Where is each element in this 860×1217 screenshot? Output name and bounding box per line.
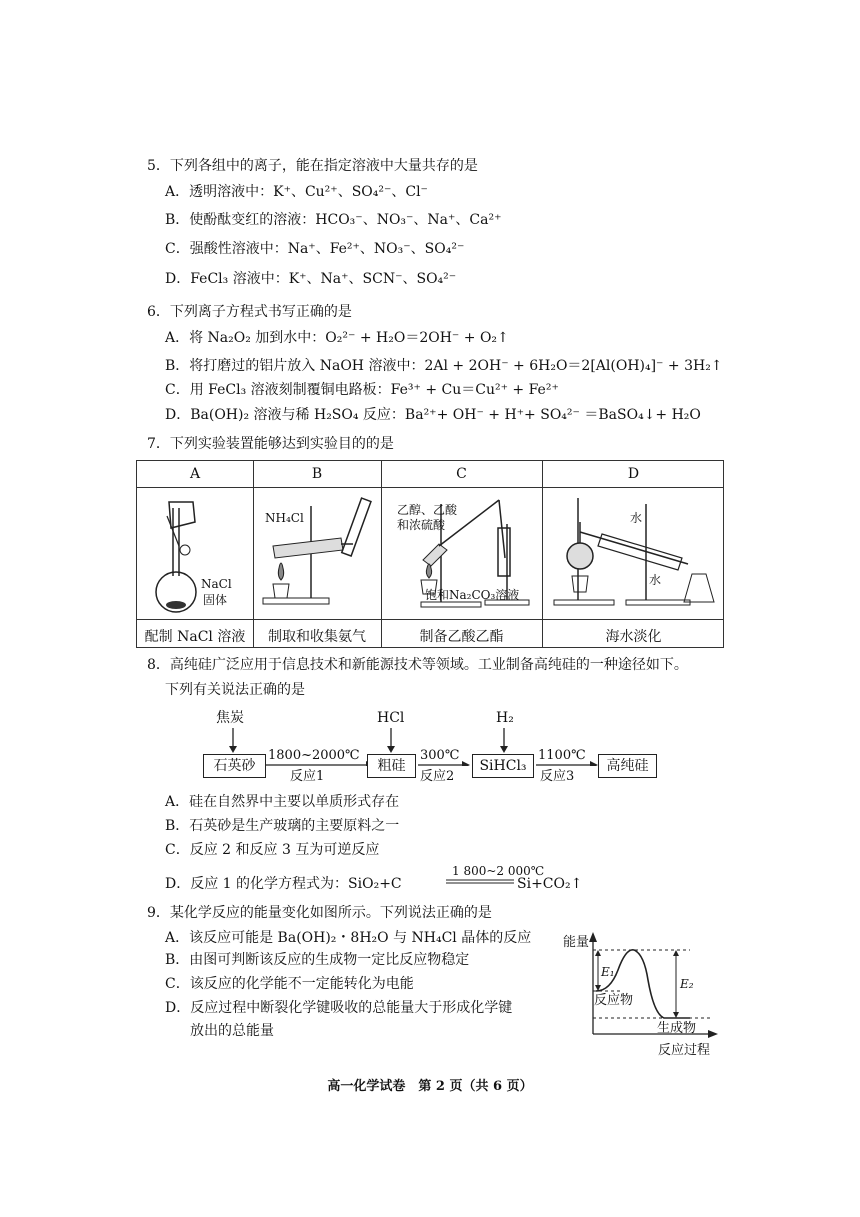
apparatus-a-label-solid: 固体 — [203, 593, 228, 607]
q7-header-d: D — [627, 466, 640, 482]
q6-stem: 6．下列离子方程式书写正确的是 — [147, 304, 352, 320]
q8-flow-reaction-2: 反应2 — [420, 769, 455, 784]
q9-option-d-line-2: 放出的总能量 — [190, 1023, 274, 1039]
q7-header-a: A — [189, 466, 201, 482]
q8-flow-box-pure-silicon: 高纯硅 — [598, 754, 657, 778]
apparatus-d-diagram — [542, 488, 725, 618]
apparatus-d-label-water-2: 水 — [649, 573, 662, 587]
apparatus-d-label-water-1: 水 — [630, 511, 643, 525]
q6-option-a: A．将 Na₂O₂ 加到水中：O₂²⁻ + H₂O＝2OH⁻ + O₂↑ — [165, 330, 509, 346]
q9-option-b: B．由图可判断该反应的生成物一定比反应物稳定 — [165, 952, 470, 968]
q8-flow-reaction-3: 反应3 — [540, 769, 575, 784]
q8-flow-box-crude-silicon: 粗硅 — [367, 754, 416, 778]
apparatus-a-label-nacl: NaCl — [201, 577, 232, 591]
q9-graph-x-axis-label: 反应过程 — [658, 1043, 711, 1058]
q5-stem: 5．下列各组中的离子，能在指定溶液中大量共存的是 — [147, 158, 478, 174]
apparatus-c-label-1: 乙醇、乙酸 — [397, 503, 458, 517]
q8-flow-input-h2: H₂ — [496, 710, 514, 726]
q7-caption-a: 配制 NaCl 溶液 — [144, 629, 246, 645]
q6-option-c: C．用 FeCl₃ 溶液刻制覆铜电路板：Fe³⁺ + Cu＝Cu²⁺ + Fe²⁺ — [165, 382, 559, 398]
q8-option-d-equals — [446, 878, 516, 886]
q9-graph-product-label: 生成物 — [657, 1021, 697, 1036]
q9-option-a: A．该反应可能是 Ba(OH)₂・8H₂O 与 NH₄Cl 晶体的反应 — [165, 930, 532, 946]
q8-option-c: C．反应 2 和反应 3 互为可逆反应 — [165, 842, 380, 858]
q9-graph-e2-label: E₂ — [680, 977, 694, 991]
q7-caption-c: 制备乙酸乙酯 — [419, 629, 504, 645]
q8-flow-box-quartz-sand: 石英砂 — [203, 754, 266, 778]
q8-flow-cond-3: 1100℃ — [538, 748, 586, 763]
q6-option-d: D．Ba(OH)₂ 溶液与稀 H₂SO₄ 反应：Ba²⁺+ OH⁻ + H⁺+ SO₄²⁻ ＝BaSO₄↓+ H₂O — [165, 407, 701, 423]
q8-flow-cond-1: 1800~2000℃ — [268, 748, 360, 763]
q5-option-b: B．使酚酞变红的溶液：HCO₃⁻、NO₃⁻、Na⁺、Ca²⁺ — [165, 212, 502, 228]
q8-option-a: A．硅在自然界中主要以单质形式存在 — [165, 794, 400, 810]
q7-header-c: C — [456, 466, 467, 482]
q9-graph-e1-label: E₁ — [601, 965, 615, 979]
q9-stem: 9．某化学反应的能量变化如图所示。下列说法正确的是 — [147, 905, 492, 921]
q7-header-b: B — [311, 466, 323, 482]
q8-option-d-condition: 1 800~2 000℃ — [452, 864, 545, 878]
q8-stem-line-2: 下列有关说法正确的是 — [165, 682, 305, 698]
q8-flow-reaction-1: 反应1 — [290, 769, 325, 784]
q5-option-d: D．FeCl₃ 溶液中：K⁺、Na⁺、SCN⁻、SO₄²⁻ — [165, 271, 457, 287]
q8-option-d-prefix: D．反应 1 的化学方程式为：SiO₂+C — [165, 876, 402, 892]
q5-option-a: A．透明溶液中：K⁺、Cu²⁺、SO₄²⁻、Cl⁻ — [165, 184, 428, 200]
q8-flow-cond-2: 300℃ — [420, 748, 460, 763]
q8-stem-line-1: 8．高纯硅广泛应用于信息技术和新能源技术等领域。工业制备高纯硅的一种途径如下。 — [147, 657, 688, 673]
q9-option-c: C．该反应的化学能不一定能转化为电能 — [165, 976, 414, 992]
q8-option-d-suffix: Si+CO₂↑ — [517, 876, 583, 892]
apparatus-c-label-3: 饱和Na₂CO₃溶液 — [425, 588, 520, 602]
q9-graph-reactant-label: 反应物 — [594, 993, 634, 1008]
apparatus-b-label: NH₄Cl — [265, 511, 304, 525]
q9-option-d-line-1: D．反应过程中断裂化学键吸收的总能量大于形成化学键 — [165, 1000, 513, 1016]
q8-flow-box-sihcl3: SiHCl₃ — [472, 754, 534, 778]
q7-apparatus-table — [136, 460, 724, 648]
apparatus-a-diagram — [137, 488, 253, 618]
q7-caption-b: 制取和收集氨气 — [268, 629, 366, 645]
q8-option-b: B．石英砂是生产玻璃的主要原料之一 — [165, 818, 400, 834]
apparatus-b-diagram — [253, 488, 381, 618]
q5-option-c: C．强酸性溶液中：Na⁺、Fe²⁺、NO₃⁻、SO₄²⁻ — [165, 241, 465, 257]
q9-graph-y-axis-label: 能量 — [563, 935, 590, 950]
q8-flow-input-hcl: HCl — [377, 710, 405, 726]
q7-stem: 7．下列实验装置能够达到实验目的的是 — [147, 436, 394, 452]
q8-flow-input-coke: 焦炭 — [216, 710, 244, 726]
q7-caption-d: 海水淡化 — [605, 629, 662, 645]
q6-option-b: B．将打磨过的铝片放入 NaOH 溶液中：2Al + 2OH⁻ + 6H₂O＝2[Al(OH)₄]⁻ + 3H₂↑ — [165, 358, 723, 374]
apparatus-c-label-2: 和浓硫酸 — [397, 518, 446, 532]
page-footer: 高一化学试卷 第 2 页（共 6 页） — [327, 1079, 533, 1094]
